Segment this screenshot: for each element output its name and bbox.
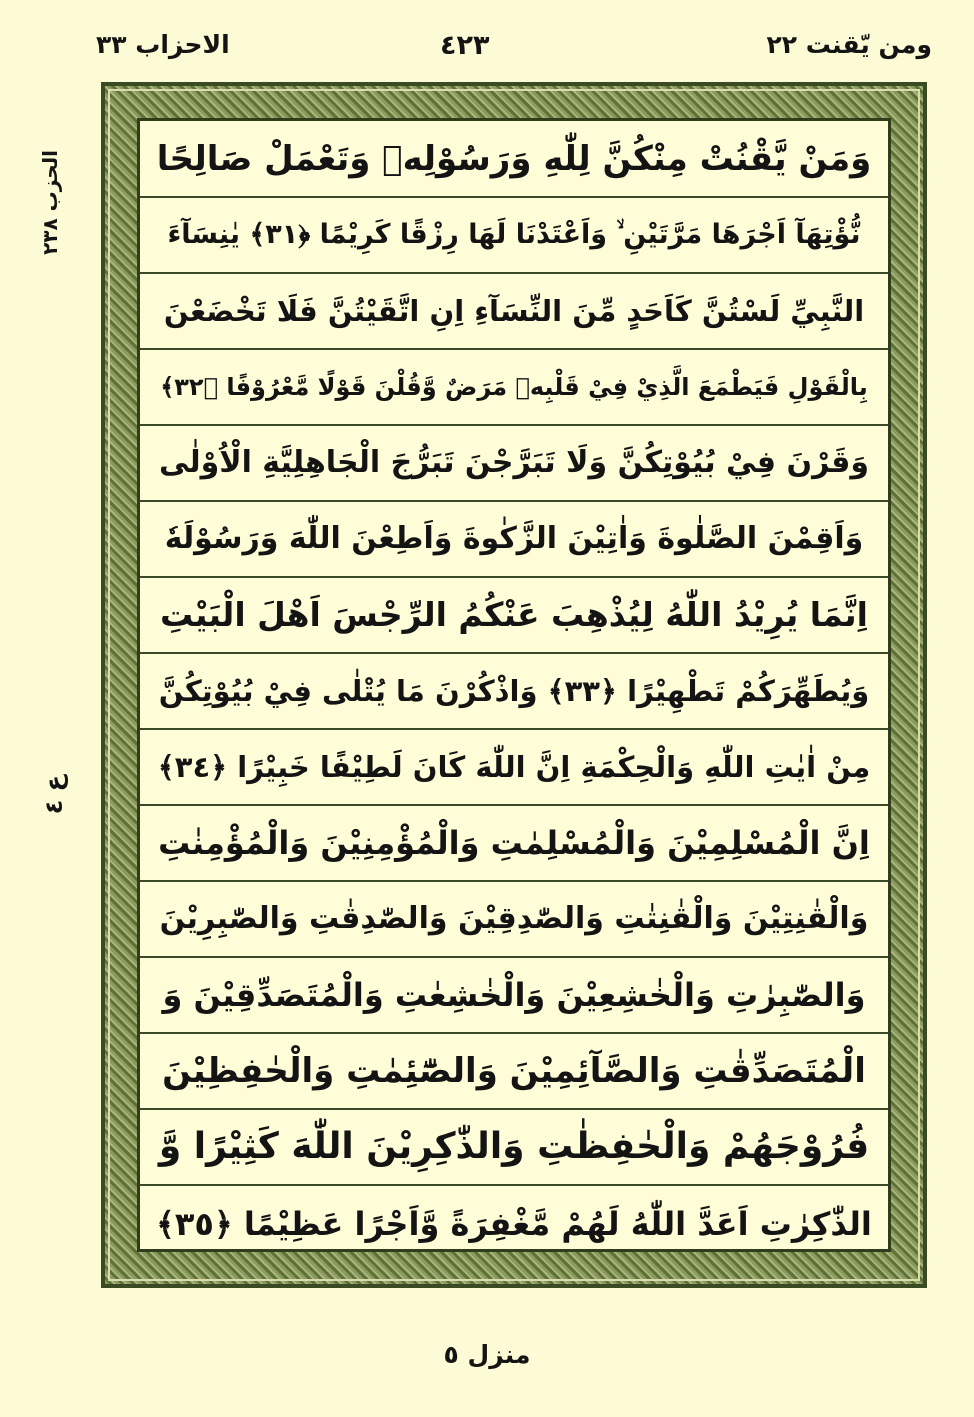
text-line [140, 729, 888, 806]
text-line-content: وَالْقٰنِتِيْنَ وَالْقٰنِتٰتِ وَالصّٰدِقِيْنَ وَالصّٰدِقٰتِ وَالصّٰبِرِيْنَ [159, 901, 869, 936]
text-line-content: مِنْ اٰيٰتِ اللّٰهِ وَالْحِكْمَةِ اِنَّ اللّٰهَ كَانَ لَطِيْفًا خَبِيْرًا ﴿٣٤﴾ [157, 749, 871, 784]
text-panel [137, 118, 891, 1252]
text-line [140, 957, 888, 1034]
manzil-footer: منزل ٥ [443, 1340, 531, 1369]
text-line-content: الذّٰكِرٰتِ اَعَدَّ اللّٰهُ لَهُمْ مَّغْفِرَةً وَّاَجْرًا عَظِيْمًا ﴿٣٥﴾ [156, 1204, 872, 1243]
text-line-content: وَيُطَهِّرَكُمْ تَطْهِيْرًا ﴿٣٣﴾ وَاذْكُرْنَ مَا يُتْلٰى فِيْ بُيُوْتِكُنَّ [158, 673, 870, 708]
text-line-content: بِالْقَوْلِ فَيَطْمَعَ الَّذِيْ فِيْ قَلْبِهٖ مَرَضٌ وَّقُلْنَ قَوْلًا مَّعْرُوْفًا ﴿٣٢﴾ [160, 372, 868, 401]
text-line-content: النَّبِيِّ لَسْتُنَّ كَاَحَدٍ مِّنَ النِّسَآءِ اِنِ اتَّقَيْتُنَّ فَلَا تَخْضَعْنَ [163, 293, 865, 328]
ruku-marker: ع ٤ [40, 775, 68, 815]
text-line [140, 881, 888, 958]
page-number: ٤٢٣ [440, 30, 490, 61]
text-line [140, 577, 888, 654]
text-line-content: اِنَّمَا يُرِيْدُ اللّٰهُ لِيُذْهِبَ عَنْكُمُ الرِّجْسَ اَهْلَ الْبَيْتِ [160, 595, 868, 634]
text-line [140, 349, 888, 426]
text-line-content: فُرُوْجَهُمْ وَالْحٰفِظٰتِ وَالذّٰكِرِيْنَ اللّٰهَ كَثِيْرًا وَّ [158, 1126, 870, 1167]
text-line [140, 653, 888, 730]
text-line-content: وَاَقِمْنَ الصَّلٰوةَ وَاٰتِيْنَ الزَّكٰوةَ وَاَطِعْنَ اللّٰهَ وَرَسُوْلَهٗ [164, 521, 864, 556]
text-line-content: وَمَنْ يَّقْنُتْ مِنْكُنَّ لِلّٰهِ وَرَسُوْلِهٖ وَتَعْمَلْ صَالِحًا [156, 138, 872, 179]
text-line-content: وَالصّٰبِرٰتِ وَالْخٰشِعِيْنَ وَالْخٰشِعٰتِ وَالْمُتَصَدِّقِيْنَ وَ [162, 975, 866, 1014]
text-line-content: نُّؤْتِهَآ اَجْرَهَا مَرَّتَيْنِ ۙ وَاَعْتَدْنَا لَهَا رِزْقًا كَرِيْمًا ﴿٣١﴾ يٰنِسَآءَ [167, 218, 861, 250]
para-title: ومن يّقنت ٢٢ [766, 30, 932, 59]
text-line-content: اِنَّ الْمُسْلِمِيْنَ وَالْمُسْلِمٰتِ وَالْمُؤْمِنِيْنَ وَالْمُؤْمِنٰتِ [158, 823, 870, 862]
text-line [140, 121, 888, 198]
text-line-content: وَقَرْنَ فِيْ بُيُوْتِكُنَّ وَلَا تَبَرَّجْنَ تَبَرُّجَ الْجَاهِلِيَّةِ الْاُوْلٰى [158, 445, 870, 480]
text-line [140, 1109, 888, 1186]
text-line [140, 197, 888, 274]
text-line [140, 273, 888, 350]
text-line [140, 1185, 888, 1262]
decorative-border [101, 82, 927, 1288]
surah-title: الاحزاب ٣٣ [96, 30, 230, 59]
text-line [140, 1033, 888, 1110]
text-line [140, 501, 888, 578]
text-line-content: الْمُتَصَدِّقٰتِ وَالصَّآئِمِيْنَ وَالصّٰٓئِمٰتِ وَالْحٰفِظِيْنَ [162, 1050, 866, 1091]
text-line [140, 425, 888, 502]
text-line [140, 805, 888, 882]
juz-marker: الحزب ٢٣٨ [38, 150, 62, 255]
